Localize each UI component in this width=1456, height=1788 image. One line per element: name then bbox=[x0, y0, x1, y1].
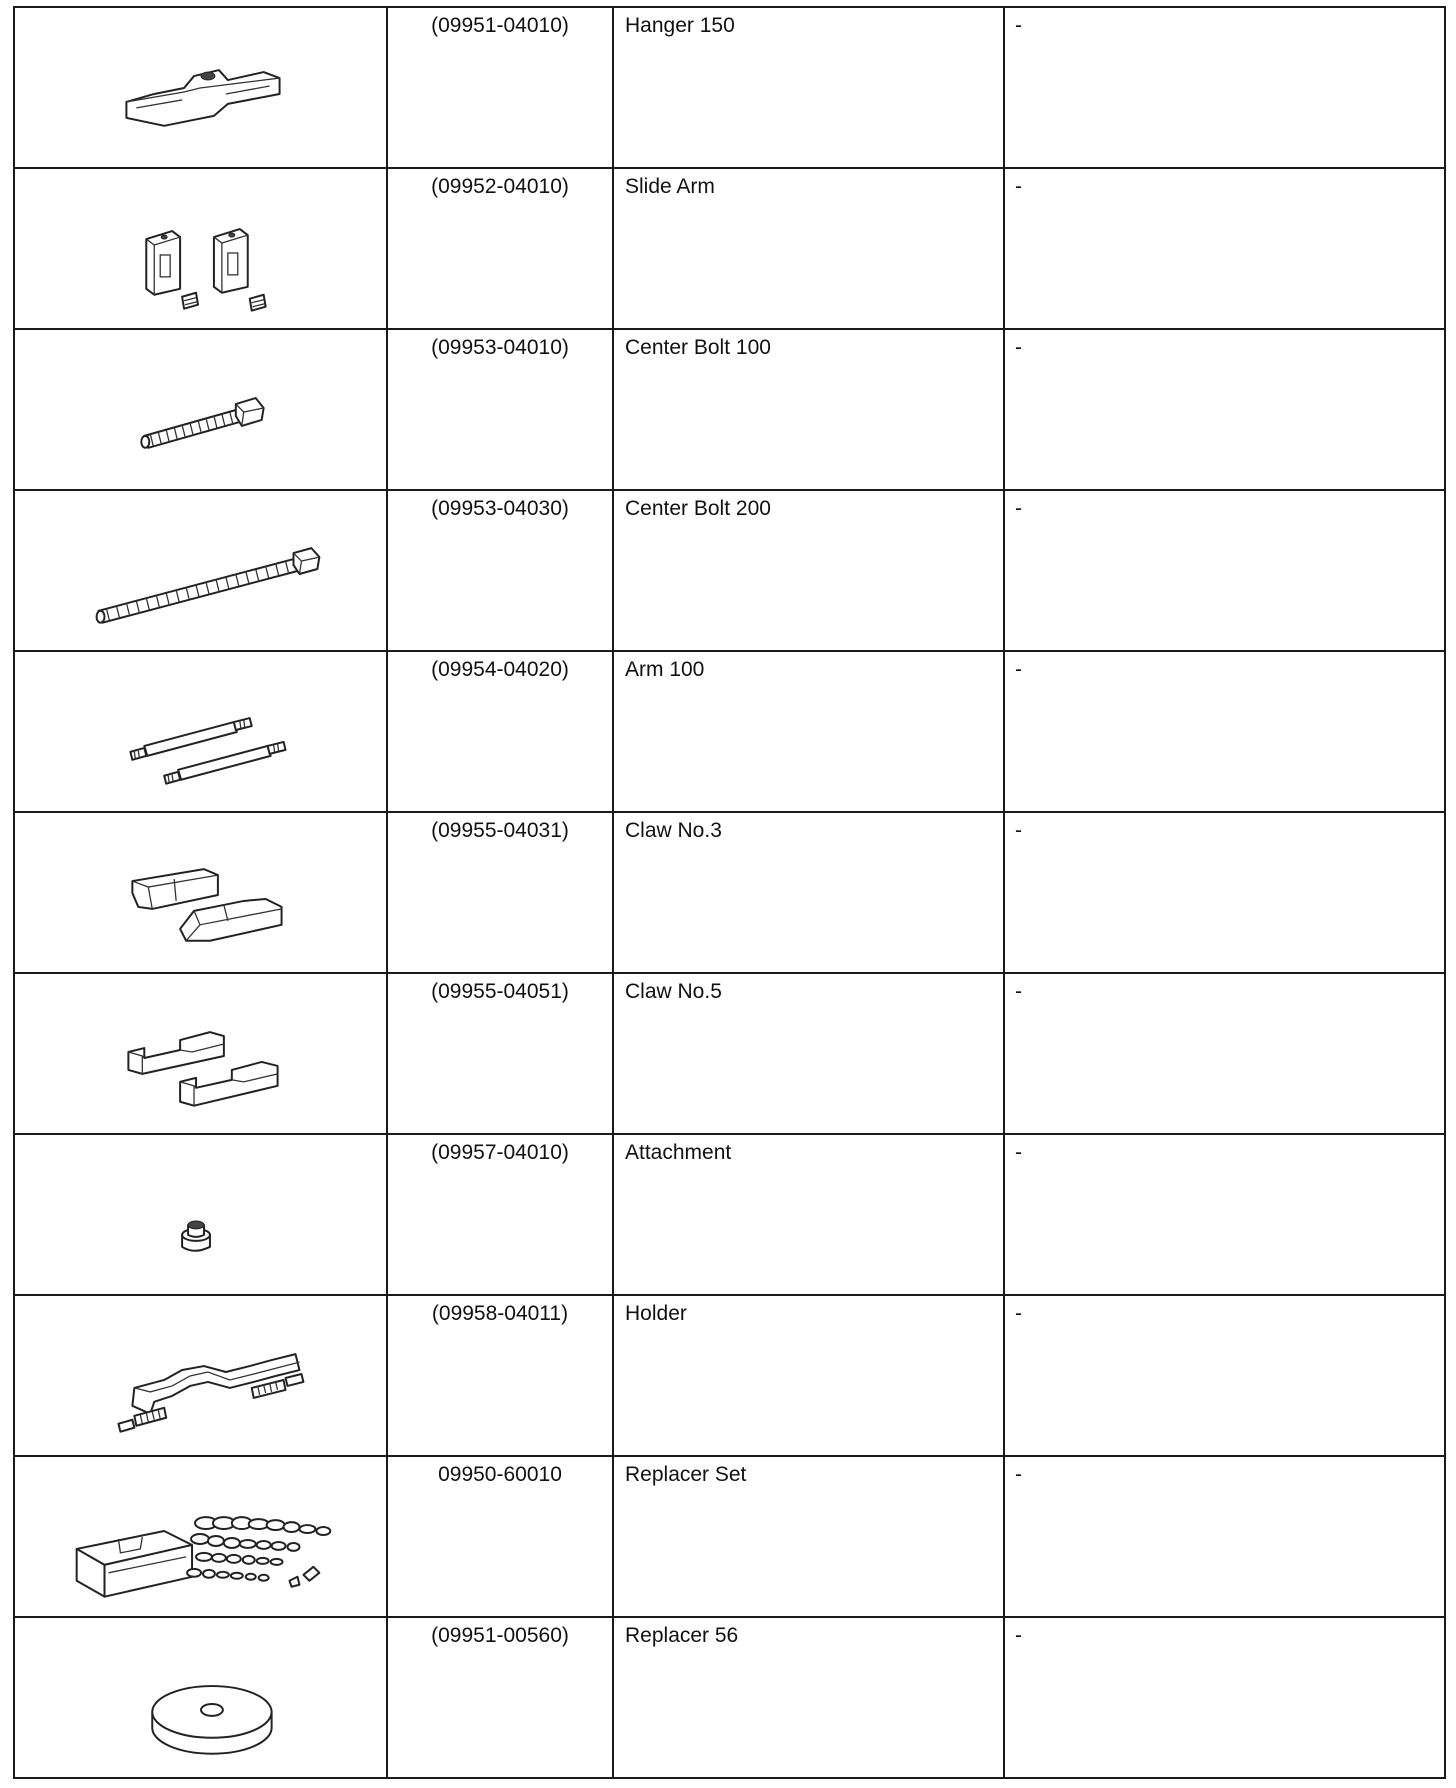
part-number: (09953-04010) bbox=[387, 329, 613, 490]
tool-illustration-cell bbox=[14, 812, 387, 973]
attachment-icon bbox=[15, 1135, 386, 1294]
tool-illustration-cell bbox=[14, 1295, 387, 1456]
tool-name: Arm 100 bbox=[613, 651, 1004, 812]
tool-name: Center Bolt 100 bbox=[613, 329, 1004, 490]
tool-illustration-cell bbox=[14, 1134, 387, 1295]
tool-illustration-cell bbox=[14, 490, 387, 651]
replacer-set-icon bbox=[15, 1457, 386, 1616]
note: - bbox=[1004, 329, 1445, 490]
hanger-icon bbox=[15, 8, 386, 167]
tool-name: Claw No.5 bbox=[613, 973, 1004, 1134]
slide-arm-icon bbox=[15, 169, 386, 328]
part-number: (09957-04010) bbox=[387, 1134, 613, 1295]
claw-no5-icon bbox=[15, 974, 386, 1133]
table-row bbox=[14, 329, 1445, 490]
tool-name: Replacer Set bbox=[613, 1456, 1004, 1617]
note: - bbox=[1004, 973, 1445, 1134]
table-row bbox=[14, 1456, 1445, 1617]
tool-name: Attachment bbox=[613, 1134, 1004, 1295]
table-row bbox=[14, 1617, 1445, 1778]
note: - bbox=[1004, 1456, 1445, 1617]
tool-name: Slide Arm bbox=[613, 168, 1004, 329]
tool-illustration-cell bbox=[14, 7, 387, 168]
holder-icon bbox=[15, 1296, 386, 1455]
table-row bbox=[14, 812, 1445, 973]
tool-name: Claw No.3 bbox=[613, 812, 1004, 973]
tool-illustration-cell bbox=[14, 1456, 387, 1617]
tool-name: Center Bolt 200 bbox=[613, 490, 1004, 651]
tool-illustration-cell bbox=[14, 1617, 387, 1778]
arm-rods-icon bbox=[15, 652, 386, 811]
tool-illustration-cell bbox=[14, 973, 387, 1134]
part-number: (09958-04011) bbox=[387, 1295, 613, 1456]
part-number: (09951-00560) bbox=[387, 1617, 613, 1778]
tool-name: Holder bbox=[613, 1295, 1004, 1456]
table-row bbox=[14, 973, 1445, 1134]
center-bolt-icon bbox=[15, 330, 386, 489]
tool-name: Replacer 56 bbox=[613, 1617, 1004, 1778]
note: - bbox=[1004, 490, 1445, 651]
tool-illustration-cell bbox=[14, 329, 387, 490]
note: - bbox=[1004, 812, 1445, 973]
claw-no3-icon bbox=[15, 813, 386, 972]
special-service-tools-table bbox=[13, 6, 1446, 1779]
part-number: (09954-04020) bbox=[387, 651, 613, 812]
part-number: (09955-04031) bbox=[387, 812, 613, 973]
note: - bbox=[1004, 651, 1445, 812]
table-row bbox=[14, 1134, 1445, 1295]
tool-name: Hanger 150 bbox=[613, 7, 1004, 168]
note: - bbox=[1004, 1617, 1445, 1778]
note: - bbox=[1004, 1295, 1445, 1456]
part-number: 09950-60010 bbox=[387, 1456, 613, 1617]
long-center-bolt-icon bbox=[15, 491, 386, 650]
note: - bbox=[1004, 1134, 1445, 1295]
part-number: (09953-04030) bbox=[387, 490, 613, 651]
tool-illustration-cell bbox=[14, 168, 387, 329]
table-row bbox=[14, 490, 1445, 651]
part-number: (09951-04010) bbox=[387, 7, 613, 168]
table-row bbox=[14, 7, 1445, 168]
table-row bbox=[14, 651, 1445, 812]
table-row bbox=[14, 168, 1445, 329]
part-number: (09952-04010) bbox=[387, 168, 613, 329]
tool-illustration-cell bbox=[14, 651, 387, 812]
note: - bbox=[1004, 168, 1445, 329]
table-row bbox=[14, 1295, 1445, 1456]
note: - bbox=[1004, 7, 1445, 168]
replacer-disc-icon bbox=[15, 1618, 386, 1777]
part-number: (09955-04051) bbox=[387, 973, 613, 1134]
